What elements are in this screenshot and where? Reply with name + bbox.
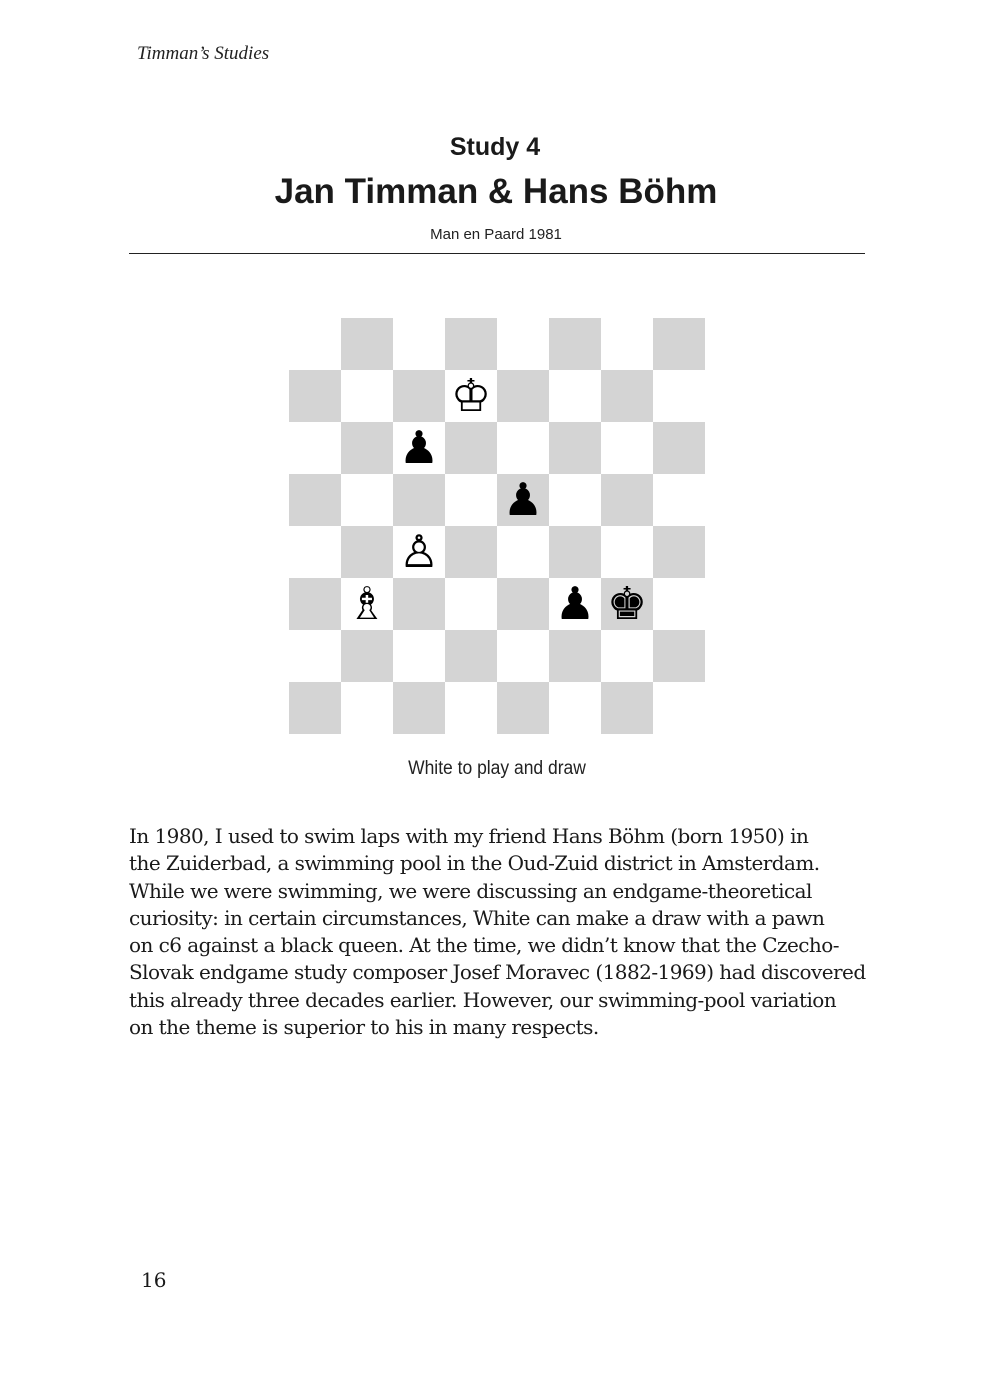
board-square-c8 — [393, 318, 445, 370]
study-authors: Jan Timman & Hans Böhm — [274, 172, 718, 211]
black-king-icon: ♚ — [606, 577, 648, 630]
white-bishop-icon: ♗ — [346, 577, 388, 630]
board-square-d1 — [445, 682, 497, 734]
page-number: 16 — [141, 1268, 167, 1292]
body-line: While we were swimming, we were discussing an endgame-theoretical — [129, 878, 812, 903]
board-square-c1 — [393, 682, 445, 734]
black-pawn-icon: ♟ — [554, 577, 596, 630]
board-square-e7 — [497, 370, 549, 422]
board-square-b8 — [341, 318, 393, 370]
board-square-c2 — [393, 630, 445, 682]
board-square-a1 — [289, 682, 341, 734]
board-square-a6 — [289, 422, 341, 474]
board-square-g6 — [601, 422, 653, 474]
board-square-h5 — [653, 474, 705, 526]
board-square-a3 — [289, 578, 341, 630]
board-square-c5 — [393, 474, 445, 526]
board-square-d8 — [445, 318, 497, 370]
board-square-a4 — [289, 526, 341, 578]
white-pawn-icon: ♙ — [398, 525, 440, 578]
board-square-f1 — [549, 682, 601, 734]
board-square-h6 — [653, 422, 705, 474]
body-paragraph — [129, 823, 869, 1041]
white-king-icon: ♔ — [450, 369, 492, 422]
board-square-h4 — [653, 526, 705, 578]
board-square-a2 — [289, 630, 341, 682]
study-number: Study 4 — [449, 133, 541, 161]
body-line: In 1980, I used to swim laps with my friend Hans Böhm (born 1950) in — [129, 824, 809, 848]
heading-rule — [129, 253, 865, 254]
board-square-e1 — [497, 682, 549, 734]
board-square-e4 — [497, 526, 549, 578]
body-line: curiosity: in certain circumstances, White can make a draw with a pawn — [129, 905, 825, 930]
board-square-h1 — [653, 682, 705, 734]
board-square-b4 — [341, 526, 393, 578]
board-square-g8 — [601, 318, 653, 370]
chess-diagram — [289, 318, 705, 734]
board-square-a5 — [289, 474, 341, 526]
board-square-e6 — [497, 422, 549, 474]
board-square-c7 — [393, 370, 445, 422]
body-line: on the theme is superior to his in many respects. — [129, 1015, 599, 1040]
board-square-e8 — [497, 318, 549, 370]
board-square-b2 — [341, 630, 393, 682]
board-square-g1 — [601, 682, 653, 734]
board-square-e3 — [497, 578, 549, 630]
body-line: the Zuiderbad, a swimming pool in the Oud-Zuid district in Amsterdam. — [129, 851, 820, 876]
board-square-f8 — [549, 318, 601, 370]
board-square-f5 — [549, 474, 601, 526]
board-square-b5 — [341, 474, 393, 526]
diagram-caption: White to play and draw — [408, 758, 586, 779]
board-square-g4 — [601, 526, 653, 578]
board-square-h3 — [653, 578, 705, 630]
board-square-d4 — [445, 526, 497, 578]
board-square-b1 — [341, 682, 393, 734]
board-square-d3 — [445, 578, 497, 630]
board-square-e2 — [497, 630, 549, 682]
board-square-f7 — [549, 370, 601, 422]
board-square-d6 — [445, 422, 497, 474]
board-square-a7 — [289, 370, 341, 422]
board-square-f6 — [549, 422, 601, 474]
board-square-b7 — [341, 370, 393, 422]
body-line: this already three decades earlier. However, our swimming-pool variation — [129, 987, 837, 1012]
board-square-b6 — [341, 422, 393, 474]
study-source: Man en Paard 1981 — [430, 226, 562, 243]
board-square-f4 — [549, 526, 601, 578]
board-square-d2 — [445, 630, 497, 682]
running-head: Timman’s Studies — [137, 43, 270, 64]
black-pawn-icon: ♟ — [398, 421, 440, 474]
board-square-d5 — [445, 474, 497, 526]
board-square-g5 — [601, 474, 653, 526]
body-line: Slovak endgame study composer Josef Moravec (1882-1969) had discovered — [129, 960, 866, 985]
board-square-a8 — [289, 318, 341, 370]
black-pawn-icon: ♟ — [502, 473, 544, 526]
board-square-h2 — [653, 630, 705, 682]
board-square-g7 — [601, 370, 653, 422]
board-square-c3 — [393, 578, 445, 630]
body-line: on c6 against a black queen. At the time, we didn’t know that the Czecho- — [129, 933, 839, 958]
board-square-g2 — [601, 630, 653, 682]
board-square-h8 — [653, 318, 705, 370]
board-square-h7 — [653, 370, 705, 422]
board-square-f2 — [549, 630, 601, 682]
